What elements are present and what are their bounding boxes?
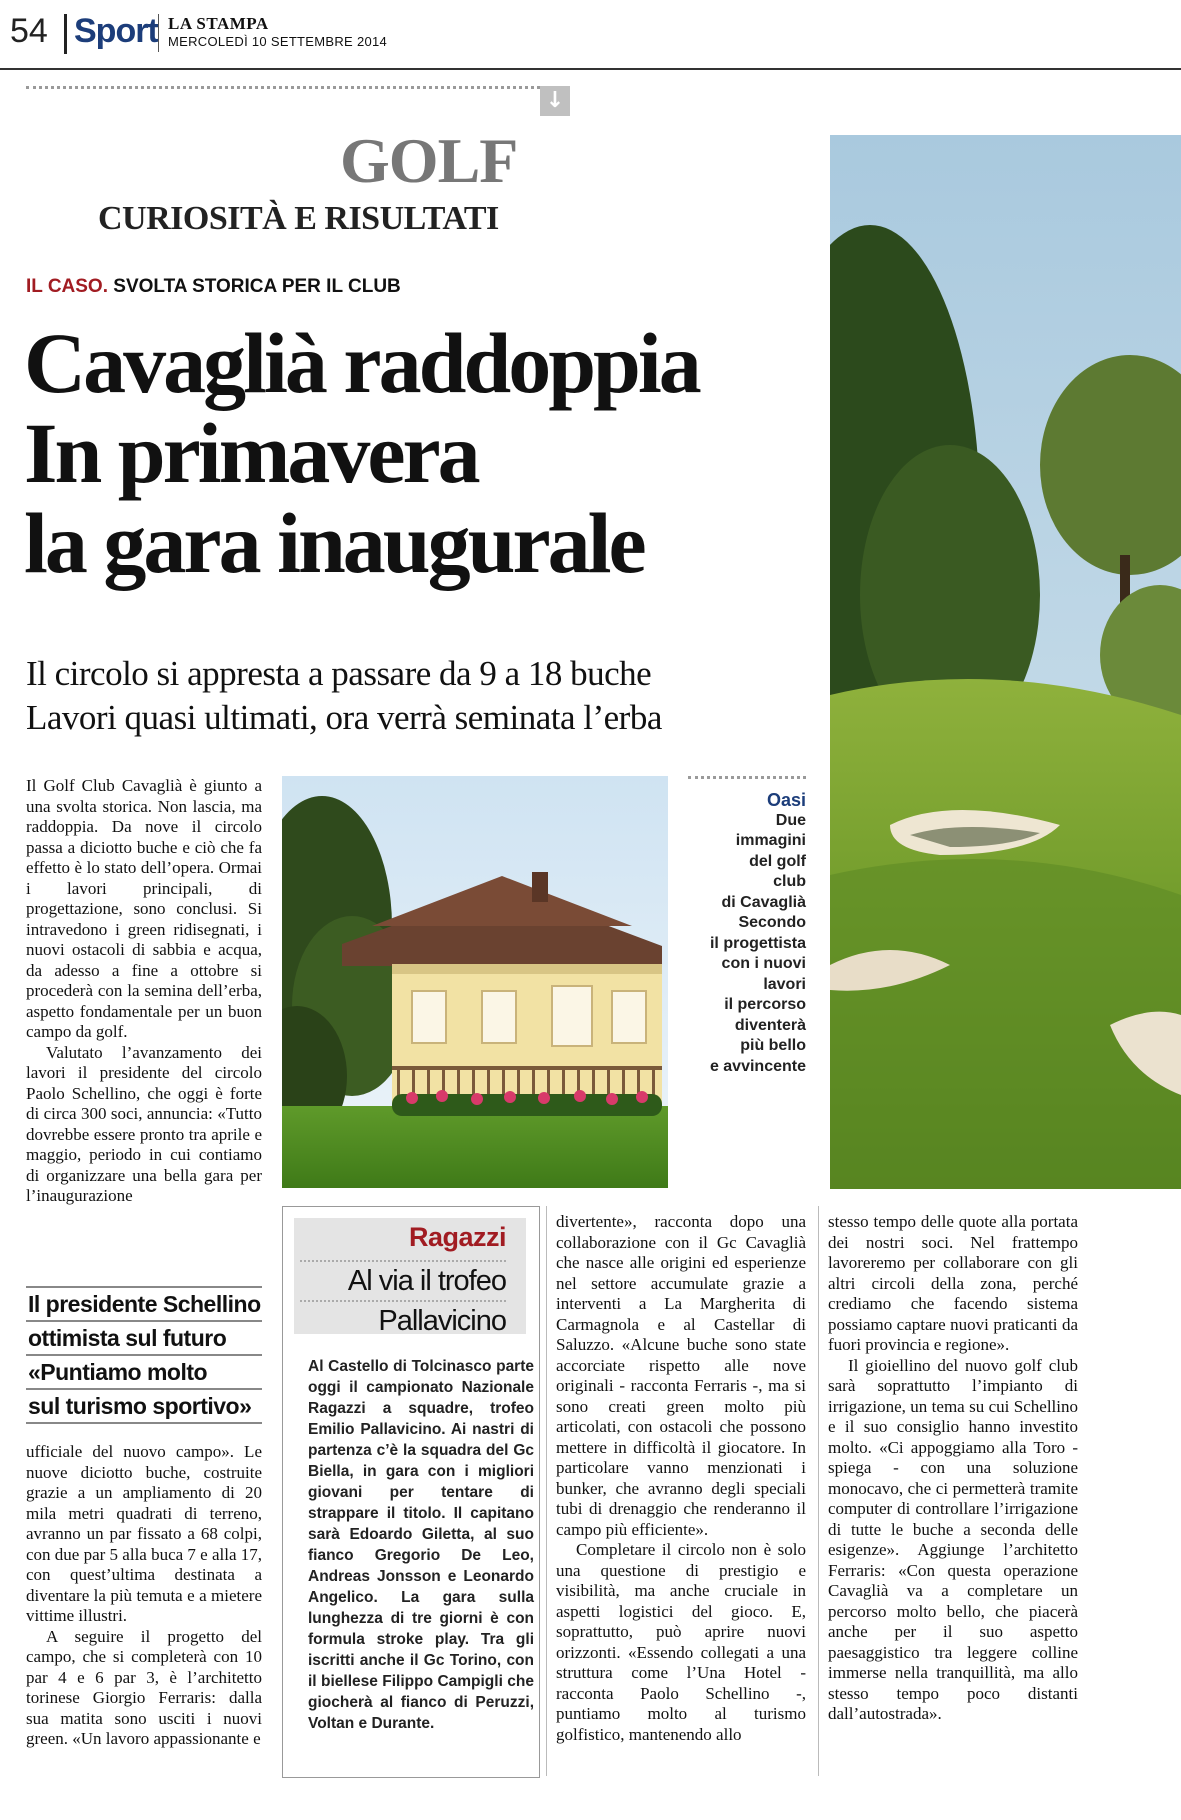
caption-line: Secondo — [738, 914, 806, 931]
article-column-4 — [828, 1212, 1078, 1725]
article-paragraph: Completare il circolo non è solo una questione di prestigio e visibilità, ma anche cruciale in aspetti logistici del gioco. E, soprattutto, può aprire nuovi orizzonti. «Essendo collegati a una struttura come l’Una Hotel - racconta Paolo Schellino -, puntiamo molto al turismo golfistico, mantenendo allo — [556, 1540, 806, 1744]
header-rule — [0, 68, 1181, 70]
caption-line: lavori — [763, 975, 806, 993]
sidebar-title — [300, 1260, 506, 1340]
subheadline-line-1: Il circolo si appresta a passare da 9 a 18 buche — [26, 654, 652, 693]
story-label-red: IL CASO. — [26, 276, 108, 297]
headline — [24, 315, 824, 591]
article-paragraph: stesso tempo delle quote alla portata dei nostri soci. Nel frattempo lavoreremo per collaborare con gli altri circoli della zona, perché crediamo che facendo sistema possiamo captare nuovi praticanti da fuori provincia e regione». — [828, 1212, 1078, 1354]
caption-line: di Cavaglià — [721, 893, 806, 911]
column-divider — [546, 1206, 547, 1776]
pullquote-line: Il presidente Schellino — [26, 1288, 262, 1322]
column-divider — [818, 1206, 819, 1776]
caption-line: e avvincente — [709, 1057, 806, 1075]
newspaper-name: LA STAMPA — [168, 14, 269, 33]
article-paragraph: Il Golf Club Cavaglià è giunto a una svolta storica. Non lascia, ma raddoppia. Da nove il circolo passa a diciotto buche e ciò che fa effetto è lo stato dell’opera. Ormai i lavori principali, di progettazione, sono conclusi. Si intravedono i green ridisegnati, i nuovi ostacoli di sabbia e acqua, da adesso a fine a ottobre si procederà con la semina dell’erba, aspetto fondamentale per un buon campo da golf. — [26, 776, 262, 1041]
pullquote-line: ottimista sul futuro — [26, 1322, 262, 1356]
article-column-1-bottom — [26, 1442, 262, 1750]
caption-line: più bello — [740, 1037, 806, 1054]
sidebar-title-line-1: Al via il trofeo — [300, 1260, 506, 1300]
caption-title: Oasi — [766, 790, 806, 810]
caption-line: immagini — [735, 832, 806, 849]
section-subtitle: CURIOSITÀ E RISULTATI — [98, 200, 499, 237]
headline-line-3: la gara inaugurale — [24, 495, 644, 591]
article-column-1-top — [26, 776, 262, 1207]
article-paragraph: divertente», racconta dopo una collaborazione con il Gc Cavaglià che nasce alle origini ed esperienze nel settore accumulate grazie a interventi a La Margherita di Carmagnola e al Castellar di Saluzzo. «Alcune buche sono state accorciate rispetto alle nove originali - racconta Ferraris -, ma si sono creati green molto più articolati, con ostacoli che possono mettere in difficoltà il giocatore. In particolare vanno menzionati i bunker, che avranno degli speciali tubi di drenaggio che renderanno il campo più efficiente». — [556, 1212, 806, 1539]
clubhouse-image — [282, 776, 668, 1188]
issue-date: MERCOLEDÌ 10 SETTEMBRE 2014 — [168, 34, 388, 49]
article-column-3 — [556, 1212, 806, 1745]
pullquote-line: sul turismo sportivo» — [26, 1390, 262, 1424]
subheadline — [26, 652, 826, 740]
header-divider — [64, 14, 67, 54]
clubhouse-photo — [282, 776, 668, 1188]
article-paragraph: A seguire il progetto del campo, che si completerà con 10 par 4 e 6 par 3, è l’architetto torinese Giorgio Ferraris: dalla sua matita sono usciti i nuovi green. «Un lavoro appassionante e — [26, 1626, 262, 1748]
caption-line: diventerà — [734, 1016, 806, 1034]
subheadline-line-2: Lavori quasi ultimati, ora verrà seminata l’erba — [26, 698, 662, 737]
article-paragraph: Il gioiellino del nuovo golf club sarà soprattutto l’impianto di irrigazione, un tema su cui Schellino e il suo consiglio hanno investito molto. «Ci appoggiamo alla Toro - spiega - con una soluzione monocavo, che ci permetterà tramite computer di controllare l’irrigazione di tutte le buche a seconda delle esigenze». Aggiunge l’architetto Ferraris: «Con questa operazione Cavaglià va a completare un percorso molto bello, che piacerà anche per il suo aspetto paesaggistico tra leggere colline immerse nella tranquillità, ma allo stesso tempo poco distanti dall’autostrada». — [828, 1355, 1078, 1723]
caption-line: il percorso — [724, 996, 806, 1013]
arrow-down-icon: ↓ — [540, 86, 570, 116]
story-label — [26, 276, 401, 298]
pullquote-line: «Puntiamo molto — [26, 1356, 262, 1390]
sidebar-kicker: Ragazzi — [408, 1222, 506, 1252]
article-paragraph: Valutato l’avanzamento dei lavori il presidente del circolo Paolo Schellino, che oggi è forte di circa 300 soci, annuncia: «Tutto dovrebbe essere pronto tra aprile e maggio, periodo in cui contiamo di organizzare una bella gara per l’inaugurazione — [26, 1042, 262, 1205]
caption-line: club — [773, 873, 806, 890]
page-number: 54 — [10, 12, 48, 50]
header-divider-thin — [158, 14, 159, 52]
headline-line-1: Cavaglià raddoppia — [24, 315, 699, 411]
caption-line: Due — [775, 811, 806, 829]
golf-course-image — [830, 135, 1181, 1189]
section-name: Sport — [74, 12, 158, 50]
caption-line: con i nuovi — [721, 955, 806, 972]
section-title: GOLF — [340, 125, 518, 196]
pullquote — [26, 1288, 262, 1424]
caption-line: del golf — [749, 852, 806, 870]
golf-course-photo — [830, 135, 1181, 1189]
dotted-rule — [26, 86, 546, 89]
photo-caption — [686, 790, 806, 1077]
caption-line: il progettista — [709, 934, 806, 952]
headline-line-2: In primavera — [24, 405, 478, 501]
article-paragraph: ufficiale del nuovo campo». Le nuove diciotto buche, costruite grazie a un ampliamento di 20 mila metri quadrati di terreno, avranno un par fissato a 68 colpi, con due par 5 alla buca 7 e alla 17, con quest’ultima destinata a diventare la più temuta e a mietere vittime illustri. — [26, 1442, 263, 1625]
caption-rule — [688, 776, 806, 779]
sidebar-body: Al Castello di Tolcinasco parte oggi il campionato Nazionale Ragazzi a squadre, trofeo Emilio Pallavicino. Ai nastri di partenza c’è la squadra del Gc Biella, in gara con i migliori giovani per tentare di strappare il titolo. Il capitano sarà Edoardo Giletta, al suo fianco Gregorio De Leo, Andreas Jonsson e Leonardo Angelico. La gara sulla lunghezza di tre giorni è con formula stroke play. Tra gli iscritti anche il Gc Torino, con il biellese Filippo Campigli che giocherà al fianco di Peruzzi, Voltan e Durante. — [308, 1358, 534, 1732]
story-label-text: SVOLTA STORICA PER IL CLUB — [108, 276, 401, 297]
sidebar-title-line-2: Pallavicino — [300, 1300, 506, 1340]
